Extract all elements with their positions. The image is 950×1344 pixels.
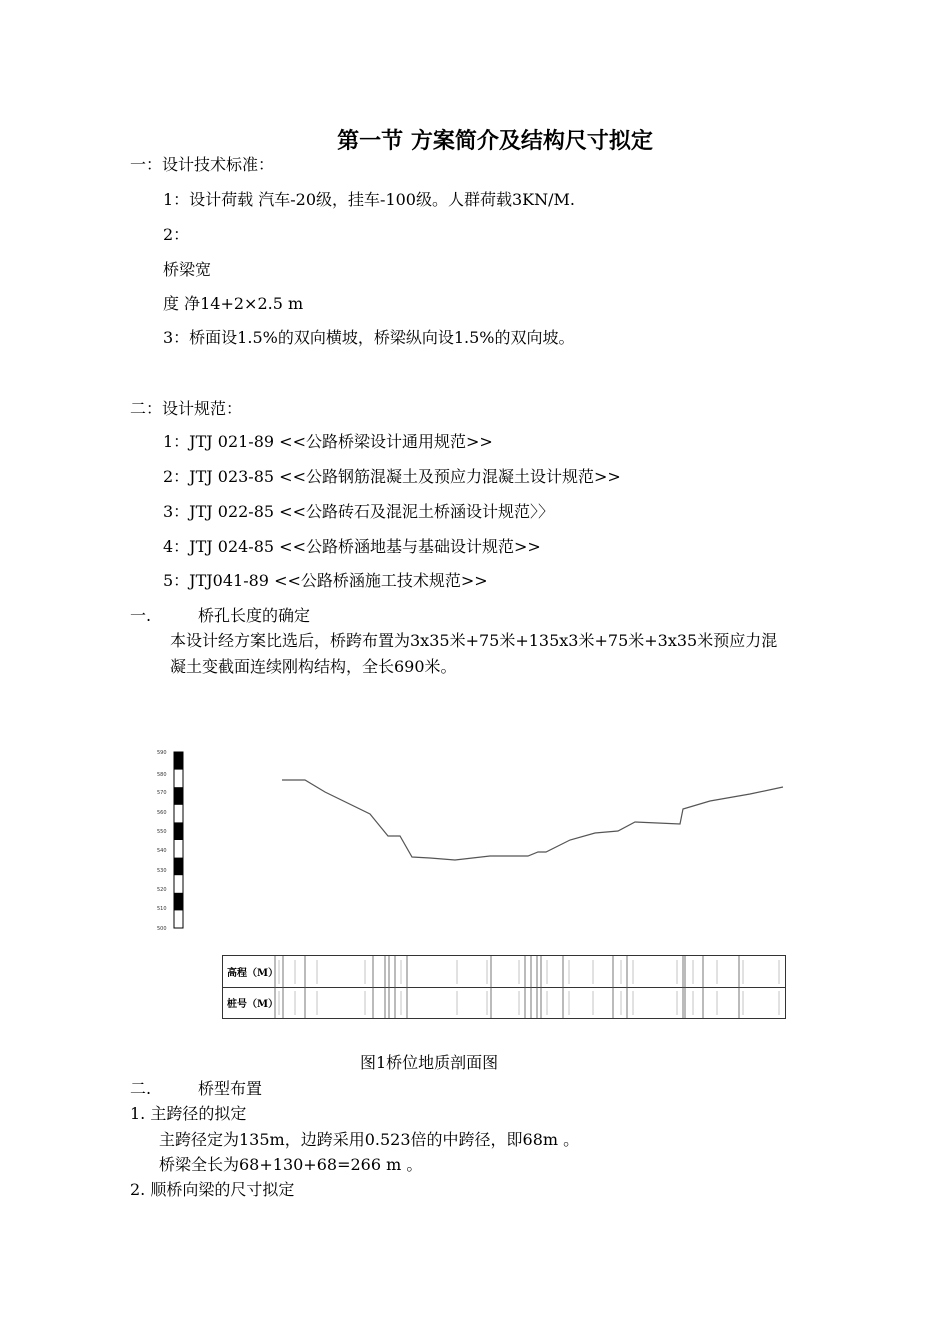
bridge-width-label: 桥梁宽 xyxy=(163,260,212,279)
section1-heading: 一：设计技术标准： xyxy=(130,155,275,174)
scale-label: 550 xyxy=(157,829,167,835)
scale-label: 570 xyxy=(157,790,167,796)
scale-labels xyxy=(157,750,167,932)
scale-label: 580 xyxy=(157,772,167,778)
spec-item: 4：JTJ 024-85 <<公路桥涵地基与基础设计规范>> xyxy=(163,537,541,556)
ground-profile-line xyxy=(282,780,783,860)
design-load-line: 1：设计荷载 汽车-20级，挂车-100级。人群荷载3KN/M. xyxy=(163,190,575,209)
scale-label: 530 xyxy=(157,868,167,874)
scale-label: 590 xyxy=(157,750,167,756)
section2-heading: 二：设计规范： xyxy=(130,399,243,418)
slope-line: 3：桥面设1.5%的双向横坡，桥梁纵向设1.5%的双向坡。 xyxy=(163,328,575,347)
subsection1-heading: 1. 主跨径的拟定 xyxy=(130,1104,247,1123)
section4-number: 二. xyxy=(130,1079,152,1098)
section3-number: 一. xyxy=(130,606,152,625)
table-grid xyxy=(223,956,785,1018)
profile-svg xyxy=(150,742,800,942)
subsection2-heading: 2. 顺桥向梁的尺寸拟定 xyxy=(130,1180,295,1199)
scale-label: 540 xyxy=(157,848,167,854)
spec-item: 2：JTJ 023-85 <<公路钢筋混凝土及预应力混凝土设计规范>> xyxy=(163,467,621,486)
item2-label: 2： xyxy=(163,225,190,244)
elevation-scale-bar xyxy=(174,752,183,928)
figure-caption: 图1桥位地质剖面图 xyxy=(360,1053,499,1072)
spec-item: 3：JTJ 022-85 <<公路砖石及混泥土桥涵设计规范〉〉 xyxy=(163,502,554,521)
station-row-label: 桩号（M） xyxy=(227,999,279,1010)
section3-paragraph-line1: 本设计经方案比选后，桥跨布置为3x35米+75米+135x3米+75米+3x35米预应力混 xyxy=(170,631,778,650)
total-length-line: 桥梁全长为68+130+68=266 m 。 xyxy=(159,1155,423,1174)
page-title: 第一节 方案简介及结构尺寸拟定 xyxy=(337,128,653,154)
section4-heading: 桥型布置 xyxy=(198,1079,263,1098)
scale-label: 510 xyxy=(157,906,167,912)
spec-item: 5：JTJ041-89 <<公路桥涵施工技术规范>> xyxy=(163,571,488,590)
spec-item: 1：JTJ 021-89 <<公路桥梁设计通用规范>> xyxy=(163,432,493,451)
scale-label: 500 xyxy=(157,926,167,932)
bridge-width-value: 度 净14+2×2.5 m xyxy=(163,294,304,313)
section3-paragraph-line2: 凝土变截面连续刚构结构，全长690米。 xyxy=(170,657,457,676)
scale-label: 560 xyxy=(157,810,167,816)
profile-data-table xyxy=(222,955,786,1019)
section3-heading: 桥孔长度的确定 xyxy=(198,606,311,625)
scale-label: 520 xyxy=(157,887,167,893)
geological-profile-figure xyxy=(150,742,800,946)
elevation-row-label: 高程（M） xyxy=(227,968,279,979)
main-span-line: 主跨径定为135m，边跨采用0.523倍的中跨径，即68m 。 xyxy=(159,1130,580,1149)
